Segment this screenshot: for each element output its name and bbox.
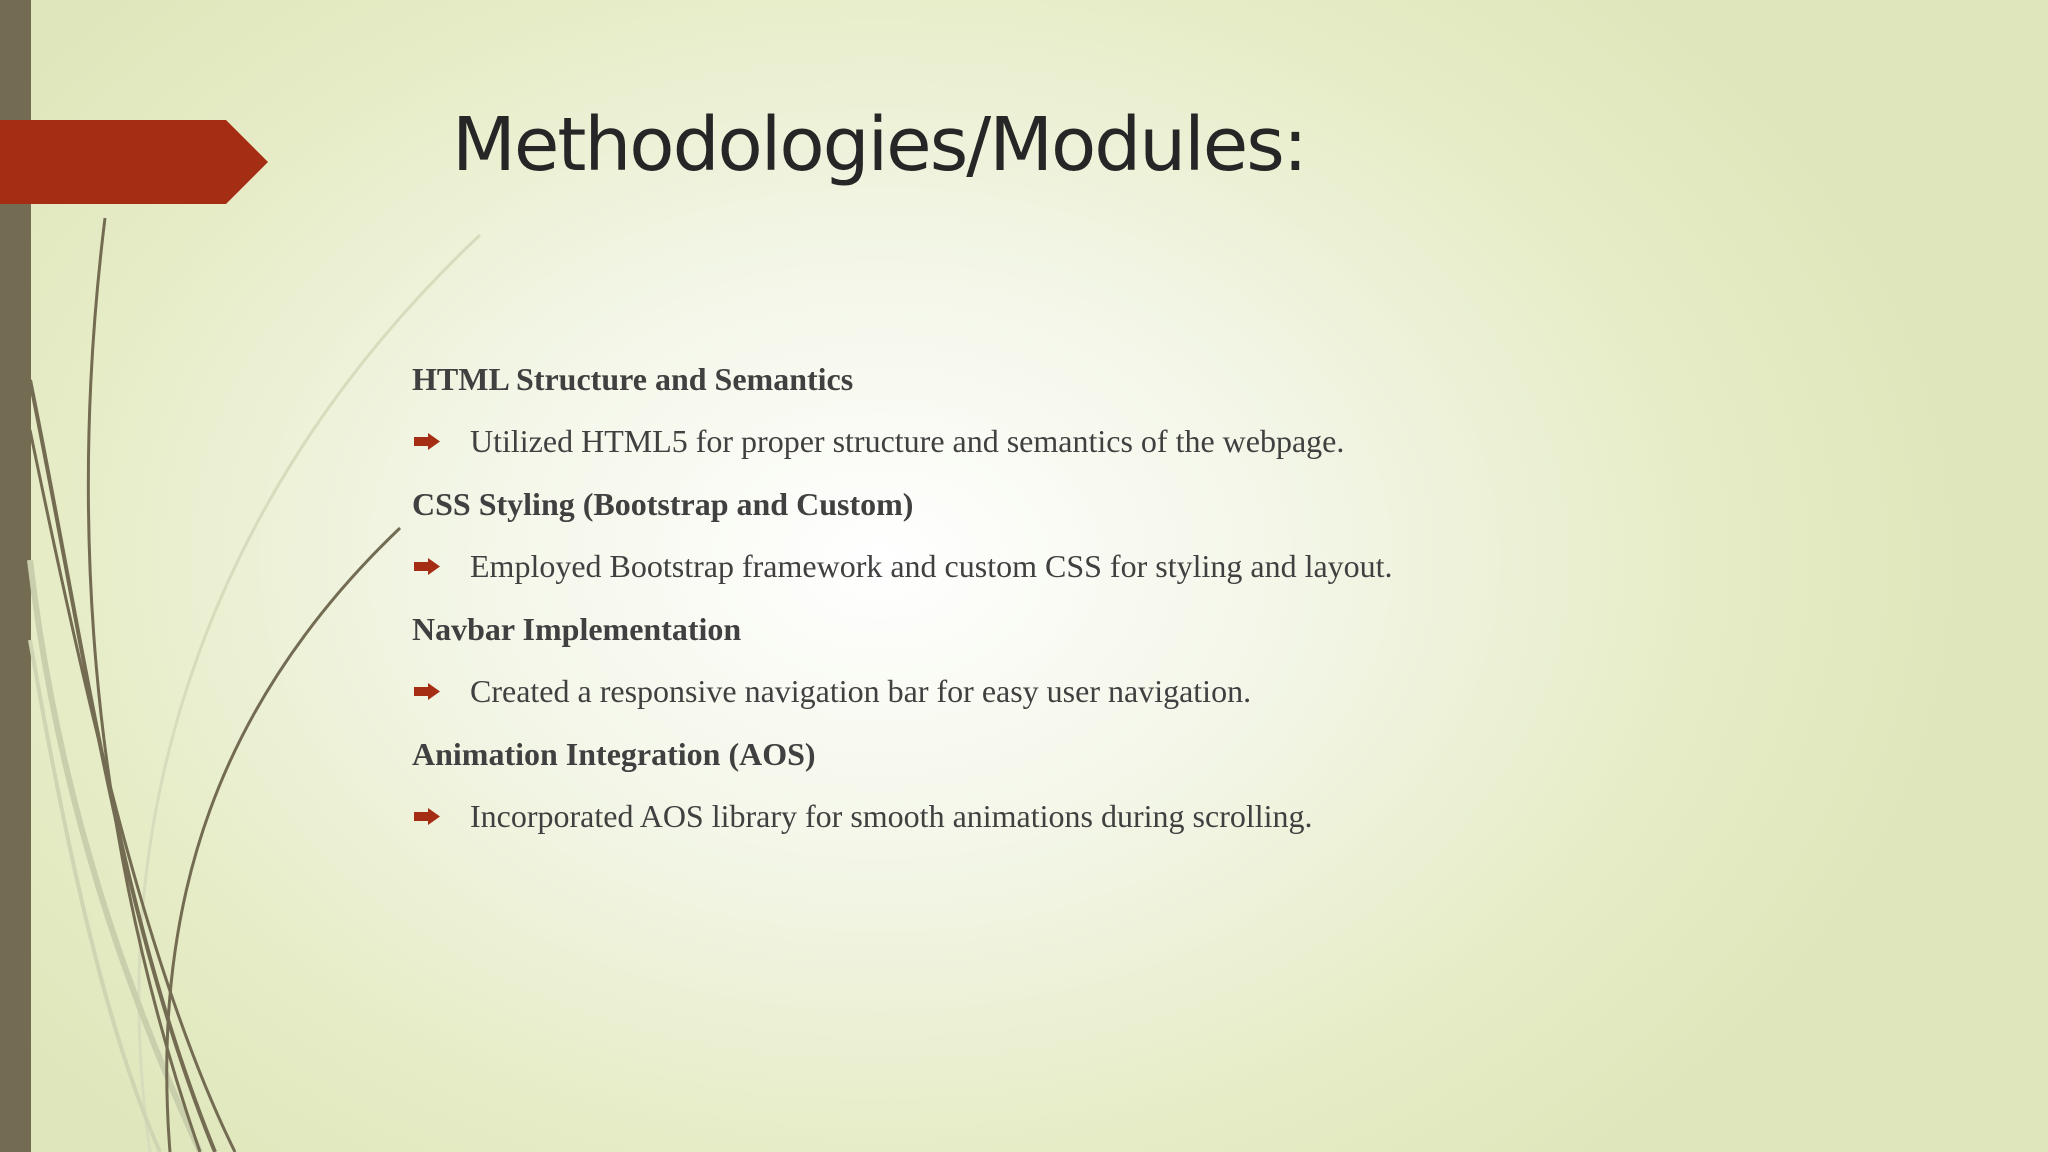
content-list [412, 355, 1972, 855]
bullet-text: Utilized HTML5 for proper structure and semantics of the webpage. [470, 423, 1345, 459]
bullet-item [412, 667, 1972, 730]
section-heading: CSS Styling (Bootstrap and Custom) [412, 486, 914, 522]
section-heading: Navbar Implementation [412, 611, 742, 647]
slide-title: Methodologies/Modules: [452, 102, 1306, 188]
bullet-text: Incorporated AOS library for smooth animations during scrolling. [470, 798, 1313, 834]
arrow-right-icon [414, 542, 440, 590]
arrow-right-icon [414, 667, 440, 715]
section-heading: Animation Integration (AOS) [412, 736, 816, 772]
arrow-right-icon [414, 417, 440, 465]
title-arrow-tab [0, 120, 268, 204]
bullet-item [412, 542, 1972, 605]
bullet-text: Created a responsive navigation bar for easy user navigation. [470, 673, 1252, 709]
arrow-right-icon [414, 792, 440, 840]
bullet-item [412, 792, 1972, 855]
bullet-item [412, 417, 1972, 480]
bullet-text: Employed Bootstrap framework and custom CSS for styling and layout. [470, 548, 1393, 584]
section-heading: HTML Structure and Semantics [412, 361, 854, 397]
